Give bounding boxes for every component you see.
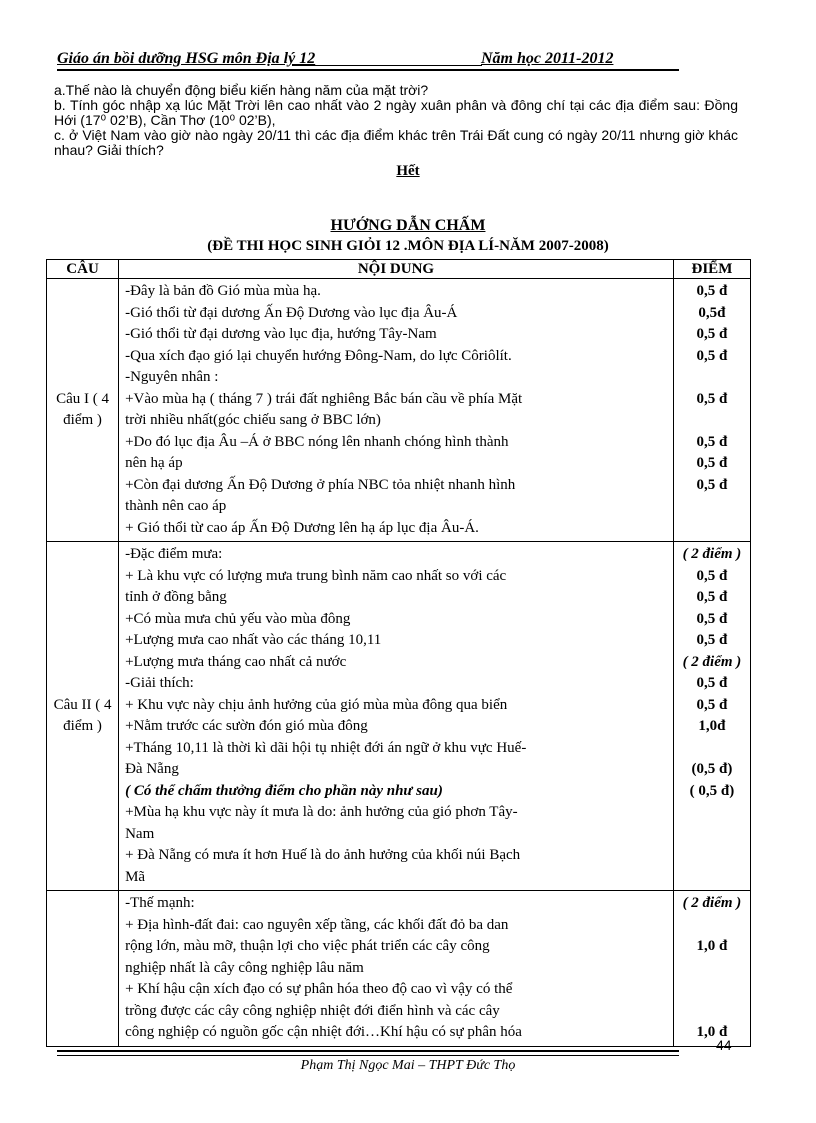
points-cell (673, 542, 750, 891)
question-label-cell (47, 891, 119, 1047)
content-line: + Khí hậu cận xích đạo có sự phân hóa theo độ cao vì vậy có thể (125, 981, 513, 997)
content-line: -Đây là bản đồ Gió mùa mùa hạ. (125, 283, 321, 299)
content-line: -Qua xích đạo gió lại chuyển hướng Đông-Nam, do lực Côriôlít. (125, 347, 512, 364)
points-value: 1,0 đ (696, 938, 728, 954)
points-value (674, 845, 750, 867)
question-b: b. Tính góc nhập xạ lúc Mặt Trời lên cao nhất vào 2 ngày xuân phân và đông chí tại các địa điểm sau: Đồng Hới (17⁰ 02’B), Cần Thơ (10⁰ 02’B), (54, 97, 738, 128)
content-line: -Gió thổi từ đại dương Ấn Độ Dương vào lục địa Âu-Á (125, 304, 458, 321)
footer-author: Phạm Thị Ngọc Mai – THPT Đức Thọ (300, 1058, 516, 1073)
points-value: 0,5 đ (696, 675, 728, 691)
points-value (674, 802, 750, 824)
points-value (674, 1001, 750, 1023)
question-label-cell (47, 279, 119, 542)
content-line: -Giải thích: (125, 675, 194, 691)
points-value (674, 867, 750, 889)
content-line: + Đà Nẵng có mưa ít hơn Huế là do ảnh hưởng của khối núi Bạch (125, 847, 521, 863)
header-underline (57, 69, 679, 71)
content-line: trời nhiều nhất(góc chiếu sang ở BBC lớn) (125, 412, 381, 428)
points-value: 0,5đ (698, 304, 726, 321)
guide-subtitle: (ĐỀ THI HỌC SINH GIỎI 12 .MÔN ĐỊA LÍ-NĂM 2007-2008) (207, 238, 609, 254)
points-cell (673, 279, 750, 542)
page-number: 44 (716, 1037, 732, 1053)
points-value (674, 367, 750, 389)
content-line: thành nên cao áp (125, 498, 227, 514)
content-line: Đà Nẵng (125, 761, 179, 777)
content-line: Nam (125, 825, 155, 842)
table-row (47, 279, 751, 542)
points-value: 0,5 đ (696, 326, 728, 342)
header-cau: CÂU (47, 260, 119, 279)
question-c: c. ở Việt Nam vào giờ nào ngày 20/11 thì các địa điểm khác trên Trái Đất cung có ngày 20/11 nhưng giờ khác nhau? Giải thích? (54, 127, 738, 158)
header-left: Giáo án bồi dưỡng HSG môn Địa lý 12 (57, 50, 316, 67)
table-row (47, 542, 751, 891)
points-value: 1,0 đ (696, 1024, 728, 1040)
content-cell (119, 542, 674, 891)
content-line: nghiệp nhất là cây công nghiệp lâu năm (125, 959, 364, 976)
points-value: 0,5 đ (696, 455, 728, 471)
points-value (674, 979, 750, 1001)
points-value (674, 410, 750, 432)
points-value: ( 2 điểm ) (682, 653, 742, 670)
content-line: + Gió thổi từ cao áp Ấn Độ Dương lên hạ áp lục địa Âu-Á. (125, 519, 479, 536)
grading-body (47, 279, 751, 1047)
content-line: +Nằm trước các sườn đón gió mùa đông (125, 718, 368, 734)
points-value: 0,5 đ (696, 696, 728, 713)
points-value: 0,5 đ (696, 476, 728, 493)
header-rule (292, 65, 482, 66)
points-value: 0,5 đ (696, 347, 728, 364)
content-line: +Có mùa mưa chủ yếu vào mùa đông (125, 610, 351, 627)
guide-title: HƯỚNG DẪN CHẤM (330, 217, 486, 234)
content-line: -Thế mạnh: (125, 895, 195, 911)
content-line: +Tháng 10,11 là thời kì dãi hội tụ nhiệt đới án ngữ ở khu vực Huế- (125, 739, 527, 756)
question-block (54, 83, 738, 158)
header-right: Năm học 2011-2012 (481, 50, 614, 67)
points-value (674, 496, 750, 518)
footer-rule-thick (57, 1050, 679, 1052)
points-value: ( 2 điểm ) (682, 895, 742, 911)
content-line: +Do đó lục địa Âu –Á ở BBC nóng lên nhanh chóng hình thành (125, 433, 509, 450)
content-cell (119, 891, 674, 1047)
content-line: + Địa hình-đất đai: cao nguyên xếp tầng, các khối đất đỏ ba dan (125, 916, 509, 933)
points-value: 0,5 đ (696, 632, 728, 648)
content-cell (119, 279, 674, 542)
points-value (674, 518, 750, 540)
content-line: +Vào mùa hạ ( tháng 7 ) trái đất nghiêng Bắc bán cầu về phía Mặt (125, 390, 523, 407)
table-header-row (47, 260, 751, 279)
points-value (674, 824, 750, 846)
end-marker: Hết (396, 163, 420, 179)
content-line: -Nguyên nhân : (125, 369, 219, 385)
page-header (57, 50, 679, 70)
points-value: (0,5 đ) (691, 761, 733, 777)
grading-table (46, 259, 751, 1047)
points-value: 0,5 đ (696, 433, 728, 450)
content-line: Mã (125, 868, 146, 885)
footer-rules (57, 1050, 679, 1056)
header-diem: ĐIỂM (673, 260, 750, 279)
points-value: 0,5 đ (696, 610, 728, 627)
content-line: +Lượng mưa cao nhất vào các tháng 10,11 (125, 632, 382, 648)
points-value (674, 915, 750, 937)
points-value (674, 958, 750, 980)
points-cell (673, 891, 750, 1047)
content-line: ( Có thể chấm thưởng điểm cho phần này như sau) (125, 782, 443, 799)
table-row (47, 891, 751, 1047)
content-line: rộng lớn, màu mỡ, thuận lợi cho việc phát triển các cây công (125, 938, 490, 954)
content-line: +Mùa hạ khu vực này ít mưa là do: ảnh hưởng của gió phơn Tây- (125, 804, 518, 820)
content-line: + Là khu vực có lượng mưa trung bình năm cao nhất so với các (125, 567, 507, 584)
content-line: -Đặc điểm mưa: (125, 546, 223, 562)
points-value: 0,5 đ (696, 283, 728, 299)
content-line: +Còn đại dương Ấn Độ Dương ở phía NBC tỏa nhiệt nhanh hình (125, 476, 516, 493)
points-value (674, 738, 750, 760)
footer-rule-thin (57, 1055, 679, 1056)
content-line: nên hạ áp (125, 455, 183, 471)
content-line: -Gió thổi từ đại dương vào lục địa, hướng Tây-Nam (125, 326, 437, 342)
question-a: a.Thế nào là chuyển động biểu kiến hàng năm của mặt trời? (54, 82, 429, 98)
content-line: trồng được các cây công nghiệp nhiệt đới điển hình và các cây (125, 1002, 500, 1019)
points-value: 0,5 đ (696, 390, 728, 407)
question-label: Câu II ( 4 điểm ) (53, 697, 112, 734)
points-value: 0,5 đ (696, 589, 728, 605)
content-line: + Khu vực này chịu ảnh hưởng của gió mùa mùa đông qua biển (125, 696, 508, 713)
points-value: 0,5 đ (696, 567, 728, 584)
points-value: ( 2 điểm ) (682, 546, 742, 562)
question-label-cell (47, 542, 119, 891)
content-line: +Lượng mưa tháng cao nhất cả nước (125, 653, 347, 670)
content-line: công nghiệp có nguồn gốc cận nhiệt đới…Khí hậu có sự phân hóa (125, 1024, 522, 1040)
points-value: ( 0,5 đ) (689, 782, 735, 799)
points-value: 1,0đ (698, 718, 726, 734)
header-noi-dung: NỘI DUNG (119, 260, 674, 279)
question-label: Câu I ( 4 điểm ) (56, 391, 109, 428)
content-line: tỉnh ở đồng bằng (125, 589, 227, 605)
